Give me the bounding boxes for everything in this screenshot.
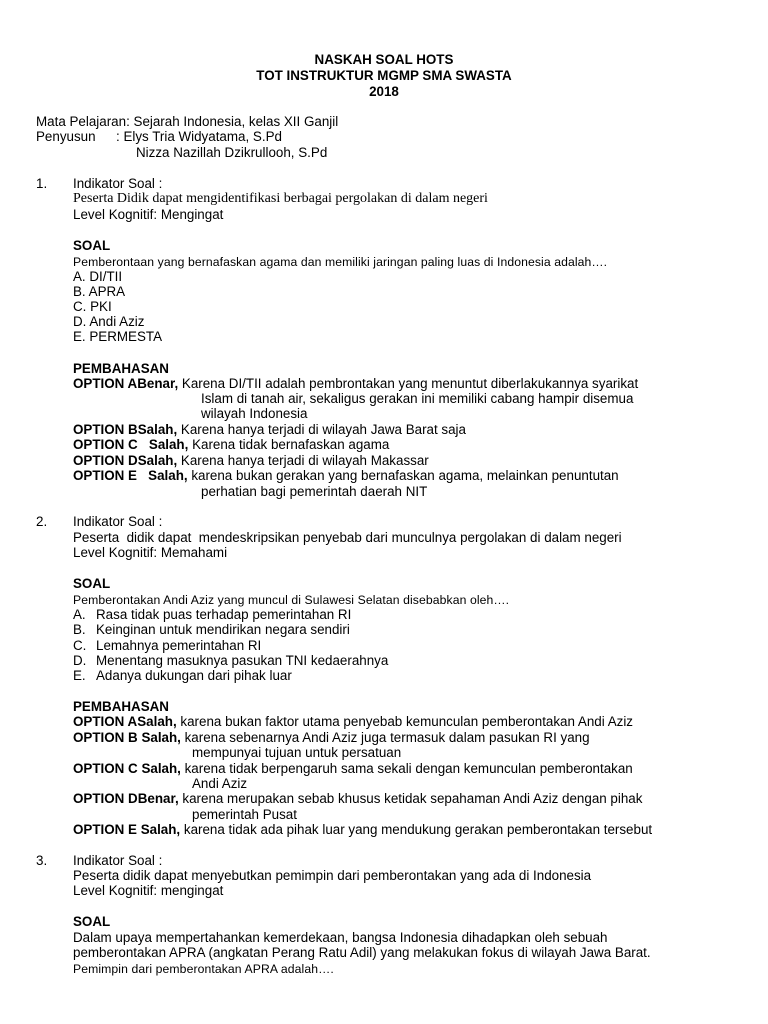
q1-expl-a: OPTION ABenar, Karena DI/TII adalah pembrontakan yang menuntut diberlakukannya syarikat	[73, 376, 639, 391]
q1-option-b: B. APRA	[73, 284, 126, 299]
q1-pembahasan-label: PEMBAHASAN	[73, 361, 169, 376]
subject-line: Mata Pelajaran: Sejarah Indonesia, kelas XII Ganjil	[36, 114, 339, 129]
q3-level: Level Kognitif: mengingat	[73, 883, 224, 898]
q3-indikator-label: Indikator Soal :	[73, 853, 163, 868]
q2-option-e: E. Adanya dukungan dari pihak luar	[73, 668, 292, 683]
q2-option-b: B. Keinginan untuk mendirikan negara sendiri	[73, 622, 350, 637]
q3-indikator: Peserta didik dapat menyebutkan pemimpin dari pemberontakan yang ada di Indonesia	[73, 868, 592, 883]
q1-number: 1.	[36, 176, 48, 191]
q2-option-d: D. Menentang masuknya pasukan TNI kedaerahnya	[73, 653, 389, 668]
q1-expl-c: OPTION C Salah, Karena tidak bernafaskan agama	[73, 437, 390, 452]
q1-option-d: D. Andi Aziz	[73, 314, 145, 329]
q1-expl-e-cont: perhatian bagi pemerintah daerah NIT	[201, 484, 428, 499]
q2-expl-b-cont: mempunyai tujuan untuk persatuan	[192, 745, 402, 760]
q1-option-a: A. DI/TII	[73, 269, 123, 284]
q2-expl-c: OPTION C Salah, karena tidak berpengaruh sama sekali dengan kemunculan pemberontakan	[73, 761, 633, 776]
q1-option-e: E. PERMESTA	[73, 329, 163, 344]
q1-expl-e: OPTION E Salah, karena bukan gerakan yang bernafaskan agama, melainkan penuntutan	[73, 468, 619, 483]
q3-question-line3: Pemimpin dari pemberontakan APRA adalah….	[73, 962, 334, 976]
q1-level: Level Kognitif: Mengingat	[73, 207, 224, 222]
q3-number: 3.	[36, 853, 48, 868]
q1-soal-label: SOAL	[73, 238, 111, 253]
q1-indikator: Peserta Didik dapat mengidentifikasi berbagai pergolakan di dalam negeri	[73, 191, 488, 206]
q2-expl-d-cont: pemerintah Pusat	[192, 807, 297, 822]
author-label: Penyusun	[36, 129, 96, 144]
q1-option-c: C. PKI	[73, 299, 112, 314]
q2-expl-a: OPTION ASalah, karena bukan faktor utama penyebab kemunculan pemberontakan Andi Aziz	[73, 714, 634, 729]
q1-question: Pemberontaan yang bernafaskan agama dan memiliki jaringan paling luas di Indonesia adalah….	[73, 255, 608, 269]
q2-pembahasan-label: PEMBAHASAN	[73, 699, 169, 714]
author-2: Nizza Nazillah Dzikrullooh, S.Pd	[136, 145, 328, 160]
q2-question: Pemberontakan Andi Aziz yang muncul di Sulawesi Selatan disebabkan oleh….	[73, 593, 510, 607]
q2-indikator: Peserta didik dapat mendeskripsikan penyebab dari munculnya pergolakan di dalam negeri	[73, 530, 622, 545]
q3-question-line2: pemberontakan APRA (angkatan Perang Ratu Adil) yang melakukan fokus di wilayah Jawa Barat.	[73, 945, 651, 960]
q2-option-a: A. Rasa tidak puas terhadap pemerintahan RI	[73, 607, 352, 622]
document-title: NASKAH SOAL HOTS	[314, 52, 454, 67]
q2-expl-c-cont: Andi Aziz	[192, 776, 248, 791]
q2-number: 2.	[36, 514, 48, 529]
document-year: 2018	[369, 84, 399, 99]
q2-indikator-label: Indikator Soal :	[73, 514, 163, 529]
q2-expl-b: OPTION B Salah, karena sebenarnya Andi Aziz juga termasuk dalam pasukan RI yang	[73, 730, 590, 745]
q1-expl-a-cont1: Islam di tanah air, sekaligus gerakan ini memiliki cabang hampir disemua	[201, 391, 634, 406]
q3-question-line1: Dalam upaya mempertahankan kemerdekaan, bangsa Indonesia dihadapkan oleh sebuah	[73, 930, 608, 945]
q1-expl-a-cont2: wilayah Indonesia	[201, 406, 308, 421]
document-subtitle: TOT INSTRUKTUR MGMP SMA SWASTA	[256, 68, 512, 83]
q2-soal-label: SOAL	[73, 576, 111, 591]
author-1: : Elys Tria Widyatama, S.Pd	[116, 129, 282, 144]
q2-expl-e: OPTION E Salah, karena tidak ada pihak luar yang mendukung gerakan pemberontakan tersebut	[73, 822, 653, 837]
q3-soal-label: SOAL	[73, 914, 111, 929]
q1-indikator-label: Indikator Soal :	[73, 176, 163, 191]
q2-expl-d: OPTION DBenar, karena merupakan sebab khusus ketidak sepahaman Andi Aziz dengan pihak	[73, 791, 643, 806]
q2-option-c: C. Lemahnya pemerintahan RI	[73, 638, 262, 653]
q1-expl-b: OPTION BSalah, Karena hanya terjadi di wilayah Jawa Barat saja	[73, 422, 466, 437]
q1-expl-d: OPTION DSalah, Karena hanya terjadi di wilayah Makassar	[73, 453, 429, 468]
q2-level: Level Kognitif: Memahami	[73, 545, 228, 560]
